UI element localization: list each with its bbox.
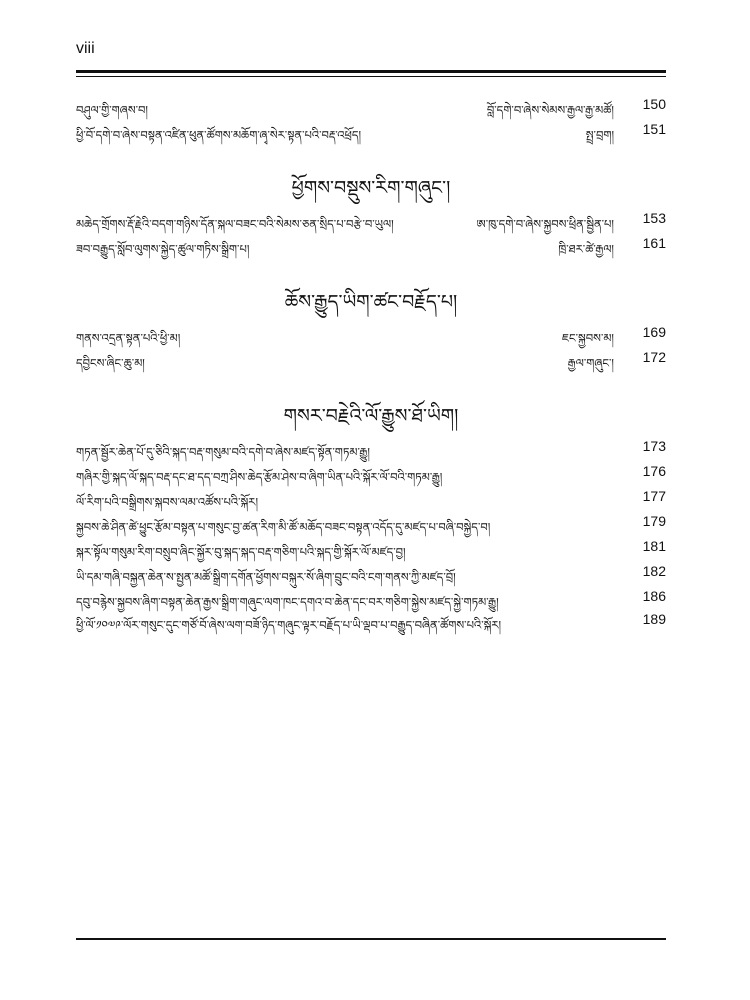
entry-author: བློ་དགེ་བ་ཞེས་སེམས་རྒྱལ་རྒྱ་མཚོ། xyxy=(486,103,614,117)
entry-title: དབྱིངས་ཞིང་ཆུ་མ། xyxy=(76,356,145,370)
section-heading: ཆོས་རྒྱུད་ཡིག་ཚང་བརྗོད་པ། xyxy=(284,291,458,313)
entry-title: གནས་འདྲན་སྟན་པའི་ཕྱི་མ། xyxy=(76,331,181,345)
section-heading: གསར་བརྗེའི་ལོ་རྒྱུས་ཐོ་ཡིག། xyxy=(283,405,459,427)
entry-title: ཟབ་བརྒྱུད་སློབ་ལུགས་སྐྱེད་ཚུལ་གཏིས་སྒྲིག་པ། xyxy=(76,242,250,256)
entry-page: 181 xyxy=(642,538,666,554)
entry-page: 179 xyxy=(642,513,666,529)
entry-title: ཕྱི་ལོ་༡༠༧༩་ལོར་གསུང་དུང་གཙོ་བོ་ཞེས་ལག་བཟོ་ཉིད་གཞུང་ལྟར་བརྗོད་པ་ཡི་ལྡབ་པ་བརྒྱུད་བཞིན་ཚོགས་པའི་སྐོར། xyxy=(76,618,502,632)
entry-page: 172 xyxy=(642,349,666,365)
entry-title: ཕྱི་བོ་དགེ་བ་ཞེས་བསྟན་འཛིན་ཕུན་ཚོགས་མཆོག་ཞྭ་སེར་སྟན་པའི་བརྡ་འཕྲོད། xyxy=(76,128,362,142)
entry-title: ཡི་དམ་གཞི་བསྐྱན་ཆེན་ས་སྤྱན་མཚོ་སྒྲིག་དགོན་ཕྱོགས་བསྐུར་སོ་ཞིག་བྲུང་བའི་ངག་གནས་ཀྱི་མཛད་བྲོ། xyxy=(76,570,456,584)
entry-title: སྐར་སྟོལ་གསུམ་རིག་བསྲུབ་ཞིང་སྐྱོར་བུ་སྐད་སྐད་བརྡ་གཅིག་པའི་སྐད་གྱི་སྐོར་ལོ་མཛད་བྱ། xyxy=(76,545,406,559)
toc-entry[interactable] xyxy=(76,119,666,141)
toc-entry[interactable] xyxy=(76,322,666,344)
entry-author: ཇང་སྐྱབས་མ། xyxy=(561,331,614,345)
toc-entry[interactable] xyxy=(76,561,666,583)
toc-entry[interactable] xyxy=(76,486,666,508)
entry-page: 161 xyxy=(642,235,666,251)
entry-title: དབུ་བརྙེས་སྐྱབས་ཞིག་བསྟན་ཆེན་རྒྱས་སྒྲིག་གཞུང་ལག་ཁང་དགའ་བ་ཆེན་དང་བར་གཅིག་སྐྱེས་མཛད་སྐྱེ་གཏམ་རྒྱུ། xyxy=(76,595,499,609)
entry-page: 182 xyxy=(642,563,666,579)
toc-entry[interactable] xyxy=(76,536,666,558)
footer-rule xyxy=(76,938,666,940)
entry-author: རྒྱལ་གཞུང་། xyxy=(567,356,614,370)
toc-entry[interactable] xyxy=(76,586,666,608)
header-rule xyxy=(76,70,666,73)
entry-page: 150 xyxy=(642,96,666,112)
entry-author: ཨ་ཁུ་དགེ་བ་ཞེས་སྐྱབས་ཕྲིན་སྦྱིན་པ། xyxy=(476,217,614,231)
entry-title: བཤུལ་གྱི་གཞས་བ། xyxy=(76,103,148,117)
entry-title: སྐྱབས་ཆེ་ཤིན་ཚེ་ཕྱུང་རྩོམ་བསྟན་པ་གསུང་བྱ་ཚན་རིག་མི་ཚོ་མཆོད་བཟང་བསྟན་འདོད་དུ་མཛད་པ་བཞི་བསྐྱེད་བ། xyxy=(76,520,491,534)
toc-entry[interactable] xyxy=(76,511,666,533)
toc-entry[interactable] xyxy=(76,461,666,483)
entry-page: 177 xyxy=(642,488,666,504)
entry-title: གཏན་སྦྱོར་ཆེན་པོ་དུ་ཅིའི་སྐད་བརྡ་གསུམ་བའི་དགེ་བ་ཞེས་མཛད་སྟོན་གཏམ་རྒྱུ། xyxy=(76,445,370,459)
header-rule-thin xyxy=(76,76,666,77)
toc-entry[interactable] xyxy=(76,233,666,255)
entry-page: 153 xyxy=(642,210,666,226)
toc-entry[interactable] xyxy=(76,436,666,458)
toc-entry[interactable] xyxy=(76,347,666,369)
page-number: viii xyxy=(76,40,95,57)
entry-page: 176 xyxy=(642,463,666,479)
toc-entry[interactable] xyxy=(76,94,666,116)
entry-author: སྤྲ་བྲག། xyxy=(585,128,614,142)
toc-entry[interactable] xyxy=(76,609,666,631)
entry-page: 151 xyxy=(642,121,666,137)
toc-entry[interactable] xyxy=(76,208,666,230)
entry-author: ཁྲི་ཐར་ཚེ་རྒྱལ། xyxy=(558,242,614,256)
entry-page: 186 xyxy=(642,588,666,604)
entry-title: མཆེད་གྲོགས་རྡོ་རྗེའི་བདག་གཉིས་དོན་སྐལ་བཟང་བའི་སེམས་ཅན་སྲིད་པ་བརྩེ་བ་ཡུལ། xyxy=(76,217,394,231)
entry-title: ལོ་རིག་པའི་བསྒྲིགས་སྐབས་ལམ་འཚོས་པའི་སྐོར། xyxy=(76,495,258,509)
section-heading: ཕྱོགས་བསྡུས་རིག་གཞུང་། xyxy=(291,177,451,199)
entry-page: 189 xyxy=(642,611,666,627)
entry-page: 169 xyxy=(642,324,666,340)
entry-page: 173 xyxy=(642,438,666,454)
entry-title: གཞིར་གྱི་སྐད་ལོ་སྐད་བརྡ་དང་ཐ་དད་བཀྲ་ཤིས་ཆེད་རྩོམ་ཤེས་བ་ཞིག་ཡིན་པའི་སྐོར་ལོ་བའི་གཏམ་རྒྱུ། xyxy=(76,470,443,484)
